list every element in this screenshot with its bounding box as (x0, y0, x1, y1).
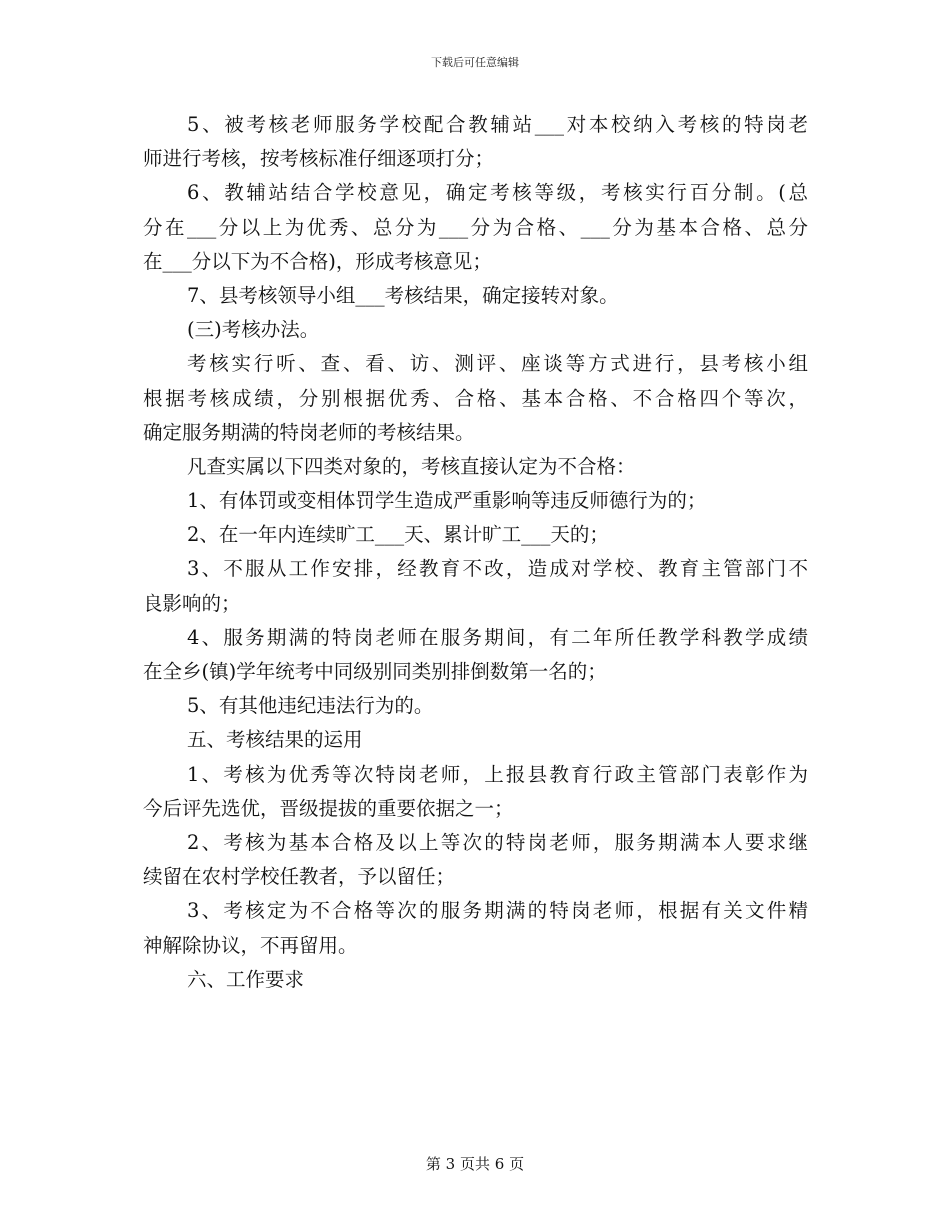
text-line: 5、被考核老师服务学校配合教辅站___对本校纳入考核的特岗老 (187, 113, 808, 136)
text-line: 师进行考核，按考核标准仔细逐项打分； (143, 147, 495, 171)
text-line: 良影响的； (143, 591, 241, 615)
text-line: 5、有其他违纪违法行为的。 (187, 694, 434, 718)
text-line: 1、有体罚或变相体罚学生造成严重影响等违反师德行为的； (187, 489, 707, 513)
text-line: 凡查实属以下四类对象的，考核直接认定为不合格： (187, 454, 636, 478)
text-line: 五、考核结果的运用 (187, 728, 363, 752)
text-line: 根据考核成绩，分别根据优秀、合格、基本合格、不合格四个等次， (143, 386, 808, 410)
text-line: 在全乡(镇)学年统考中同级别同类别排倒数第一名的； (143, 660, 607, 683)
text-line: 1、考核为优秀等次特岗老师，上报县教育行政主管部门表彰作为 (187, 762, 808, 786)
document-body (143, 108, 808, 997)
text-line: 今后评先选优，晋级提拔的重要依据之一； (143, 796, 514, 820)
text-line: (三)考核办法。 (187, 318, 320, 342)
text-line: 神解除协议，不再留用。 (143, 933, 358, 957)
page-footer: 第 3 页共 6 页 (425, 1155, 525, 1173)
text-line: 考核实行听、查、看、访、测评、座谈等方式进行，县考核小组 (187, 352, 808, 376)
text-line: 六、工作要求 (187, 967, 305, 991)
text-line: 2、在一年内连续旷工___天、累计旷工___天的； (187, 523, 609, 547)
text-line: 7、县考核领导小组___考核结果，确定接转对象。 (187, 283, 619, 307)
text-line: 2、考核为基本合格及以上等次的特岗老师，服务期满本人要求继 (187, 830, 808, 854)
text-line: 在___分以下为不合格)，形成考核意见； (143, 249, 492, 273)
page-header: 下载后可任意编辑 (431, 56, 519, 69)
text-line: 4、服务期满的特岗老师在服务期间，有二年所任教学科教学成绩 (187, 625, 808, 649)
text-line: 6、教辅站结合学校意见，确定考核等级，考核实行百分制。(总 (187, 181, 808, 205)
text-line: 3、不服从工作安排，经教育不改，造成对学校、教育主管部门不 (187, 557, 808, 581)
text-line: 续留在农村学校任教者，予以留任； (143, 865, 456, 889)
text-line: 分在___分以上为优秀、总分为___分为合格、___分为基本合格、总分 (143, 215, 808, 239)
text-line: 3、考核定为不合格等次的服务期满的特岗老师，根据有关文件精 (187, 899, 808, 923)
text-line: 确定服务期满的特岗老师的考核结果。 (143, 420, 475, 444)
